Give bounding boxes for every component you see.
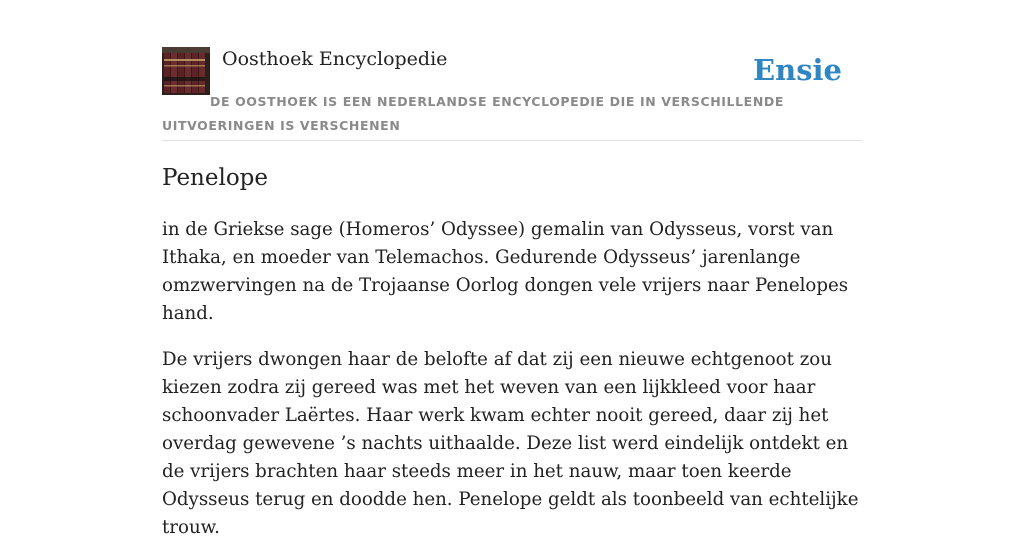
- site-tagline: DE OOSTHOEK IS EEN NEDERLANDSE ENCYCLOPEDIE DIE IN VERSCHILLENDE UITVOERINGEN IS VERSCHENEN: [162, 94, 784, 133]
- article-paragraph: De vrijers dwongen haar de belofte af dat zij een nieuwe echtgenoot zou kiezen zodra zij gereed was met het weven van een lijkkleed voor haar schoonvader Laërtes. Haar werk kwam echter nooit gereed, daar zij het overdag gewevene ’s nachts uithaalde. Deze list werd eindelijk ontdekt en de vrijers brachten haar steeds meer in het nauw, maar toen keerde Odysseus terug en doodde hen. Penelope geldt als toonbeeld van echtelijke trouw.: [162, 349, 859, 538]
- encyclopedia-books-icon: [162, 47, 210, 95]
- article-paragraph: in de Griekse sage (Homeros’ Odyssee) gemalin van Odysseus, vorst van Ithaka, en moeder van Telemachos. Gedurende Odysseus’ jarenlange omzwervingen na de Trojaanse Oorlog dongen vele vrijers naar Penelopes hand.: [162, 219, 849, 324]
- article-body: [162, 216, 862, 560]
- avatar[interactable]: [162, 47, 210, 95]
- brand-logo[interactable]: Ensie: [753, 53, 842, 87]
- site-header: [162, 46, 862, 141]
- site-name[interactable]: Oosthoek Encyclopedie: [222, 48, 448, 70]
- article-title: Penelope: [162, 165, 269, 191]
